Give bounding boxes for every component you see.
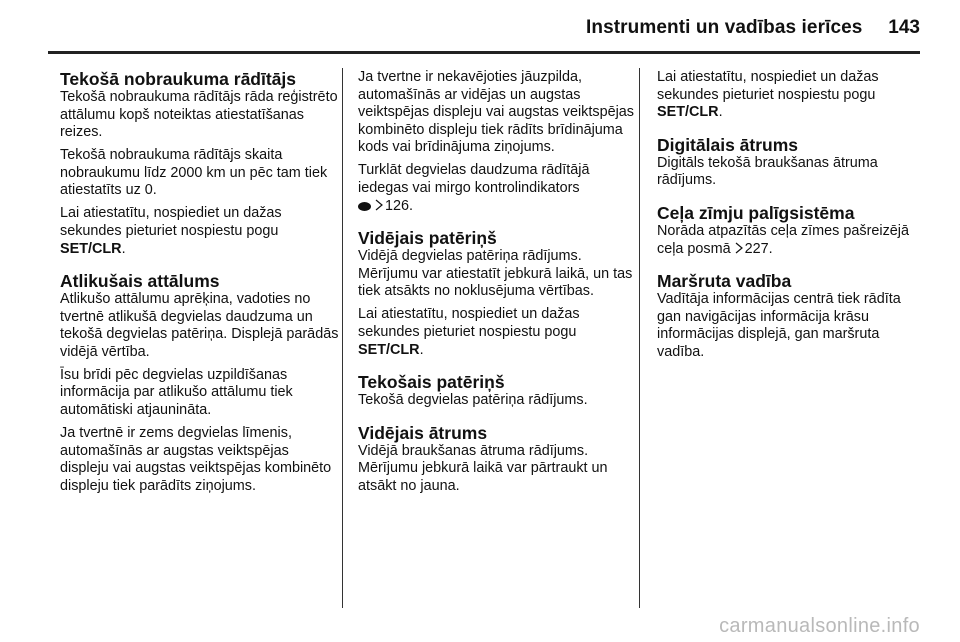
section-average-speed	[358, 423, 640, 496]
paragraph	[657, 223, 927, 258]
section-remaining-range	[60, 271, 340, 495]
paragraph: Tekošā nobraukuma rādītājs rāda reģistrēto attālumu kopš noteiktas atiestatīšanas reizes.	[60, 89, 338, 141]
column-2	[358, 69, 640, 508]
punctuation: .	[718, 104, 723, 121]
paragraph: Tekošā nobraukuma rādītājs skaita nobraukumu līdz 2000 km un pēc tam tiek atiestatīts uz 0.	[60, 147, 328, 199]
section-reset-note	[657, 69, 927, 122]
paragraph	[358, 306, 640, 359]
section-average-consumption	[358, 228, 640, 359]
column-divider-1	[342, 68, 343, 608]
paragraph	[358, 162, 640, 215]
section-fuel-warning	[358, 69, 640, 215]
paragraph: Tekošā degvielas patēriņa rādījums.	[358, 392, 588, 409]
section-digital-speed	[657, 135, 927, 190]
section-current-consumption	[358, 372, 640, 410]
paragraph: Īsu brīdi pēc degvielas uzpildīšanas informācija par atlikušo attālumu tiek automātiski atjaunināta.	[60, 366, 293, 419]
section-title: Ceļa zīmju palīgsistēma	[657, 202, 855, 223]
button-label-set-clr: SET/CLR	[60, 240, 122, 257]
column-3	[657, 69, 927, 375]
section-title: Digitālais ātrums	[657, 134, 799, 155]
paragraph	[657, 69, 927, 122]
column-1	[60, 69, 340, 508]
section-trip-odometer	[60, 69, 340, 258]
paragraph-text: Lai atiestatītu, nospiediet un dažas sekundes pieturiet nospiestu pogu	[657, 69, 879, 103]
fuel-indicator-icon	[358, 202, 371, 211]
paragraph: Ja tvertnē ir zems degvielas līmenis, automašīnās ar augstas veiktspējas displeju vai augstas veiktspējas kombinēto displeju tiek parādīts ziņojums.	[60, 425, 332, 494]
page-reference-icon	[375, 199, 383, 211]
paragraph: Atlikušo attālumu aprēķina, vadoties no tvertnē atlikušā degvielas daudzuma un tekošā degvielas patēriņa. Displejā parādās vidējā vērtība.	[60, 291, 339, 360]
watermark: carmanualsonline.info	[719, 615, 920, 637]
header-rule	[48, 51, 920, 54]
punctuation: .	[121, 240, 126, 257]
paragraph	[60, 205, 340, 258]
section-route-guidance	[657, 271, 927, 361]
paragraph-text: Turklāt degvielas daudzuma rādītājā iedegas vai mirgo kontrolindikators	[358, 162, 590, 196]
section-title: Atlikušais attālums	[60, 271, 220, 292]
paragraph: Vadītāja informācijas centrā tiek rādīta gan navigācijas informācija krāsu informācijas displejā, gan maršruta vadība.	[657, 291, 901, 360]
page-reference: 227.	[744, 240, 773, 257]
paragraph-text: Lai atiestatītu, nospiediet un dažas sekundes pieturiet nospiestu pogu	[358, 306, 580, 340]
page-reference: 126.	[385, 197, 414, 214]
section-title: Tekošais patēriņš	[358, 372, 505, 393]
button-label-set-clr: SET/CLR	[657, 104, 719, 121]
page-number: 143	[888, 17, 920, 38]
paragraph-text: Lai atiestatītu, nospiediet un dažas sekundes pieturiet nospiestu pogu	[60, 205, 282, 239]
section-title: Vidējais patēriņš	[358, 228, 497, 249]
paragraph: Ja tvertne ir nekavējoties jāuzpilda, automašīnās ar vidējas un augstas veiktspējas displeju vai augstas veiktspējas kombinēto displeju tiek rādīts brīdinājuma kods vai brīdinājuma ziņojums.	[358, 69, 634, 156]
paragraph: Vidējā degvielas patēriņa rādījums. Mērījumu var atiestatīt jebkurā laikā, un tas tiek atsākts no noklusējuma vērtības.	[358, 248, 633, 300]
punctuation: .	[419, 341, 424, 358]
paragraph-text: Norāda atpazītās ceļa zīmes pašreizējā ceļa posmā	[657, 222, 909, 257]
page-reference-icon	[735, 242, 743, 254]
header-title: Instrumenti un vadības ierīces	[586, 17, 863, 38]
button-label-set-clr: SET/CLR	[358, 341, 420, 358]
section-traffic-sign-assistant	[657, 203, 927, 258]
section-title: Tekošā nobraukuma rādītājs	[60, 69, 297, 89]
section-title: Maršruta vadība	[657, 271, 792, 292]
paragraph: Digitāls tekošā braukšanas ātruma rādījums.	[657, 154, 878, 189]
paragraph: Vidējā braukšanas ātruma rādījums. Mērījumu jebkurā laikā var pārtraukt un atsākt no jauna.	[358, 442, 608, 494]
section-title: Vidējais ātrums	[358, 422, 488, 443]
